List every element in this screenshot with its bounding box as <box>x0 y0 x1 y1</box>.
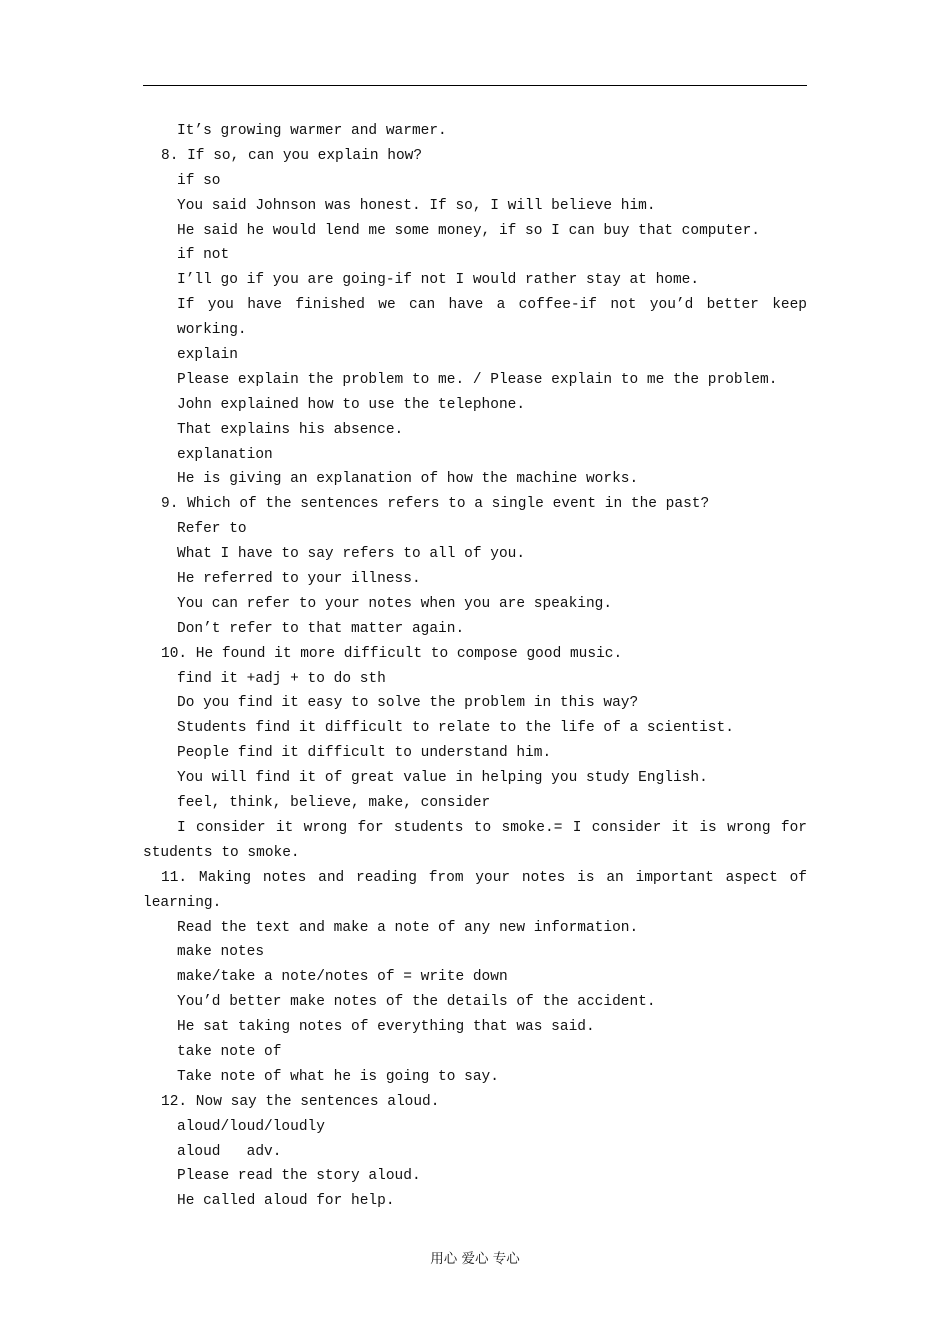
example-sentence: You can refer to your notes when you are speaking. <box>177 595 613 612</box>
numbered-item-11-cont: learning. <box>143 894 222 911</box>
example-sentence: Please read the story aloud. <box>177 1168 421 1185</box>
example-sentence: People find it difficult to understand him. <box>177 745 552 762</box>
phrase-heading: find it +adj + to do sth <box>177 670 386 687</box>
example-sentence: I’ll go if you are going-if not I would rather stay at home. <box>177 272 700 289</box>
numbered-item-12: 12. Now say the sentences aloud. <box>161 1093 440 1110</box>
example-sentence-cont: working. <box>177 322 247 339</box>
example-sentence: Read the text and make a note of any new information. <box>177 919 639 936</box>
example-sentence: What I have to say refers to all of you. <box>177 546 526 563</box>
example-sentence: Take note of what he is going to say. <box>177 1068 499 1085</box>
numbered-item-9: 9. Which of the sentences refers to a single event in the past? <box>161 496 710 513</box>
example-sentence: He said he would lend me some money, if so I can buy that computer. <box>177 222 760 239</box>
example-sentence: Don’t refer to that matter again. <box>177 620 465 637</box>
phrase-heading: explain <box>177 347 238 364</box>
phrase-heading: if so <box>177 172 221 189</box>
numbered-item-10: 10. He found it more difficult to compose good music. <box>161 645 623 662</box>
example-sentence: You’d better make notes of the details of the accident. <box>177 994 656 1011</box>
example-sentence: If you have finished we can have a coffee-if not you’d better keep <box>177 297 807 314</box>
example-sentence: I consider it wrong for students to smoke.= I consider it is wrong for <box>177 819 807 836</box>
example-sentence: You will find it of great value in helping you study English. <box>177 770 708 787</box>
header-rule <box>143 85 807 86</box>
phrase-heading: explanation <box>177 446 273 463</box>
numbered-item-8: 8. If so, can you explain how? <box>161 147 423 164</box>
phrase-heading: make/take a note/notes of = write down <box>177 969 508 986</box>
phrase-heading: Refer to <box>177 521 247 538</box>
phrase-heading: take note of <box>177 1043 282 1060</box>
example-sentence: That explains his absence. <box>177 421 404 438</box>
example-sentence-cont: students to smoke. <box>143 844 300 861</box>
phrase-heading: aloud adv. <box>177 1143 282 1160</box>
example-sentence: You said Johnson was honest. If so, I will believe him. <box>177 197 656 214</box>
phrase-heading: feel, think, believe, make, consider <box>177 795 491 812</box>
example-sentence: He called aloud for help. <box>177 1193 395 1210</box>
document-body <box>0 119 950 1214</box>
phrase-heading: aloud/loud/loudly <box>177 1118 325 1135</box>
example-sentence: Do you find it easy to solve the problem in this way? <box>177 695 639 712</box>
example-sentence: Please explain the problem to me. / Please explain to me the problem. <box>177 371 778 388</box>
example-sentence: He referred to your illness. <box>177 571 421 588</box>
text-line: It’s growing warmer and warmer. <box>177 123 447 139</box>
example-sentence: He sat taking notes of everything that was said. <box>177 1019 595 1036</box>
example-sentence: He is giving an explanation of how the machine works. <box>177 471 639 488</box>
numbered-item-11: 11. Making notes and reading from your notes is an important aspect of <box>161 869 807 886</box>
page-footer: 用心 爱心 专心 <box>430 1251 520 1267</box>
example-sentence: Students find it difficult to relate to the life of a scientist. <box>177 720 734 737</box>
phrase-heading: if not <box>177 247 230 264</box>
phrase-heading: make notes <box>177 944 265 961</box>
example-sentence: John explained how to use the telephone. <box>177 396 526 413</box>
